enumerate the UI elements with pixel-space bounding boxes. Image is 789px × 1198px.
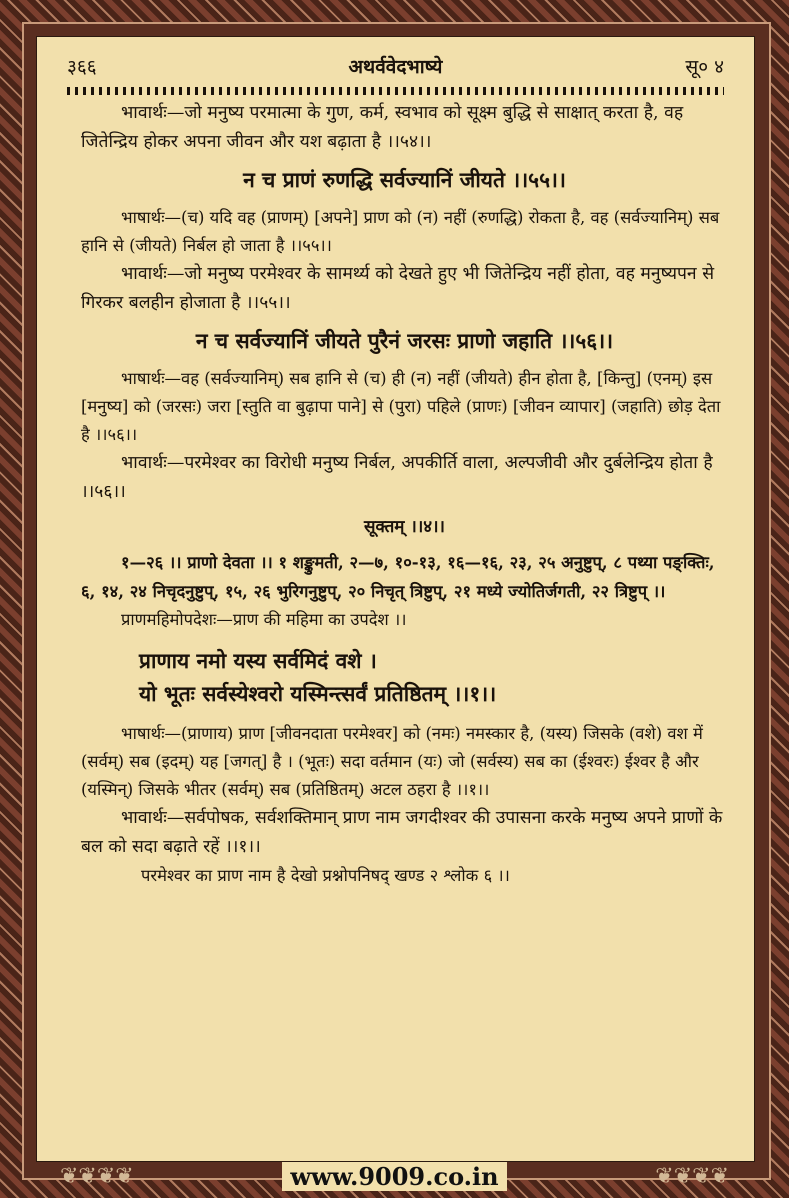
ornament-right-icon: ❦❦❦❦ — [655, 1164, 729, 1189]
bhavarth-56: भावार्थः—परमेश्वर का विरोधी मनुष्य निर्बल, अपकीर्ति वाला, अल्पजीवी और दुर्बलेन्द्रिय होता है ।।५६।। — [81, 453, 713, 502]
upadesh-line: प्राणमहिमोपदेशः—प्राण की महिमा का उपदेश ।। — [121, 610, 407, 629]
bhavarth-1: भावार्थः—सर्वपोषक, सर्वशक्तिमान् प्राण नाम जगदीश्वर की उपासना करके मनुष्य अपने प्राणों के बल को सदा बढ़ाते रहें ।।१।। — [81, 808, 723, 857]
bhavarth-54: भावार्थः—जो मनुष्य परमात्मा के गुण, कर्म, स्वभाव को सूक्ष्म बुद्धि से साक्षात् करता है, वह जितेन्द्रिय होकर अपना जीवन और यश बढ़ाता है ।।५४।। — [81, 103, 684, 152]
sukta-number: सू० ४ — [685, 56, 724, 78]
bhashartha-1: भाषार्थः—(प्राणाय) प्राण [जीवनदाता परमेश्वर] को (नमः) नमस्कार है, (यस्य) जिसके (वशे) वश में (सर्वम्) सब (इदम्) यह [जगत्] है । (भूतः) सदा वर्तमान (यः) जो (सर्वस्य) सब का (ईश्वरः) ईश्वर है और (यस्मिन्) जिसके भीतर (सर्वम्) सब (प्रतिष्ठितम्) अटल ठहरा है ।।१।। — [81, 724, 703, 799]
bhashartha-56: भाषार्थः—वह (सर्वज्यानिम्) सब हानि से (च) ही (न) नहीं (जीयते) हीन होता है, [किन्तु] (एनम्) इस [मनुष्य] को (जरसः) जरा [स्तुति वा बुढ़ापा पाने] से (पुरा) पहिले (प्राणः) [जीवन व्यापार] (जहाति) छोड़ देता है ।।५६।। — [81, 369, 721, 444]
sukta-heading: सूक्तम् ।।४।। — [364, 517, 445, 537]
mantra-56: न च सर्वज्यानिं जीयते पुरैनं जरसः प्राणो जहाति ।।५६।। — [195, 328, 614, 353]
footnote: परमेश्वर का प्राण नाम है देखो प्रश्नोपनिषद् खण्ड २ श्लोक ६ ।। — [141, 866, 510, 885]
book-page — [36, 36, 755, 1162]
running-title: अथर्ववेदभाष्ये — [348, 56, 443, 78]
sukta-metadata: १—२६ ।। प्राणो देवता ।। १ शङ्कुमती, २—७, १०-१३, १६—१६, २३, २५ अनुष्टुप्, ८ पथ्या पङ्क्तिः, ६, १४, २४ निचृदनुष्टुप्, १५, २६ भुरिगनुष्टुप्, २० निचृत् त्रिष्टुप्, २१ मध्ये ज्योतिर्जगती, २२ त्रिष्टुप् ।। — [81, 553, 715, 601]
mantra-1-line-2: यो भूतः सर्वस्येश्वरो यस्मिन्त्सर्वं प्रतिष्ठितम् ।।१।। — [139, 681, 497, 706]
header-rule — [67, 87, 724, 95]
ornament-left-icon: ❦❦❦❦ — [60, 1164, 134, 1189]
bhavarth-55: भावार्थः—जो मनुष्य परमेश्वर के सामर्थ्य को देखते हुए भी जितेन्द्रिय नहीं होता, वह मनुष्यपन से गिरकर बलहीन होजाता है ।।५५।। — [81, 264, 715, 313]
mantra-55: न च प्राणं रुणद्धि सर्वज्यानिं जीयते ।।५५।। — [243, 167, 566, 192]
page-header — [67, 53, 724, 83]
page-body — [81, 99, 728, 890]
footer — [36, 1162, 753, 1196]
mantra-1-line-1: प्राणाय नमो यस्य सर्वमिदं वशे । — [139, 648, 377, 673]
page-number: ३६६ — [67, 56, 97, 78]
bhashartha-55: भाषार्थः—(च) यदि वह (प्राणम्) [अपने] प्राण को (न) नहीं (रुणद्धि) रोकता है, वह (सर्वज्यानिम्) सब हानि से (जीयते) निर्बल हो जाता है ।।५५।। — [81, 208, 720, 255]
website-url[interactable]: www.9009.co.in — [282, 1162, 506, 1191]
